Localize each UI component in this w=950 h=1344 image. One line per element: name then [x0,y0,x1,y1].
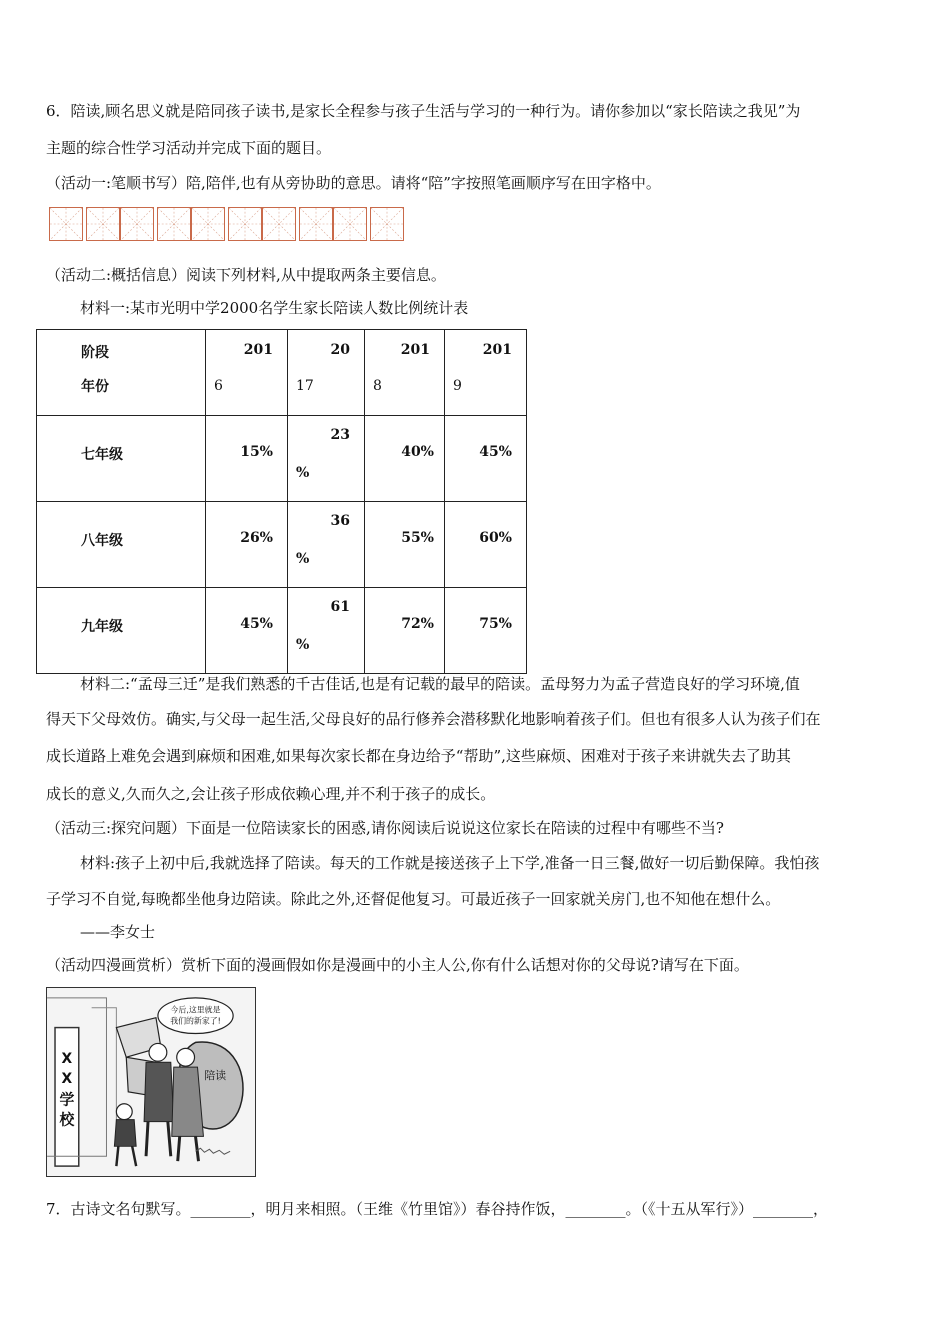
year-bottom: 8 [373,378,382,394]
value-2019: 45% [479,444,512,460]
material3-line2: 子学习不自觉,每晚都坐他身边陪读。除此之外,还督促他复习。可最近孩子一回家就关房门,也不知他在想什么。 [46,890,781,908]
year-top: 201 [400,342,430,358]
value-cell [206,502,288,588]
table-row [37,588,527,674]
value-2016: 45% [240,616,273,632]
grade-cell [37,502,206,588]
table-header-row [37,330,527,416]
value-2017-top: 36 [330,513,350,529]
tianzige-grid[interactable] [49,207,404,241]
activity2-text: （活动二:概括信息）阅读下列材料,从中提取两条主要信息。 [46,266,446,284]
grade-label: 八年级 [81,533,123,549]
header-label-stage: 阶段 [81,345,109,361]
father-figure [149,1043,167,1061]
value-cell [445,502,527,588]
stats-table [36,329,527,674]
value-2017-bottom: % [296,465,310,481]
sign-char: 校 [59,1111,75,1129]
q6-intro-line1: 6．陪读,顾名思义就是陪同孩子读书,是家长全程参与孩子生活与学习的一种行为。请你参加以“家长陪读之我见”为 [46,102,801,120]
year-bottom: 9 [453,378,462,394]
material1-title: 材料一:某市光明中学2000名学生家长陪读人数比例统计表 [80,299,469,317]
material2-line3: 成长道路上难免会遇到麻烦和困难,如果每次家长都在身边给予“帮助”,这些麻烦、困难对于孩子来讲就失去了助其 [46,747,791,765]
material2-line4: 成长的意义,久而久之,会让孩子形成依赖心理,并不利于孩子的成长。 [46,785,496,803]
table-header-label-cell [37,330,206,416]
grade-cell [37,588,206,674]
tianzige-cell[interactable] [191,207,225,241]
grade-label: 九年级 [81,619,123,635]
activity4-text: （活动四漫画赏析）赏析下面的漫画假如你是漫画中的小主人公,你有什么话想对你的父母说?请写在下面。 [46,956,749,974]
value-2018: 72% [401,616,434,632]
activity3-text: （活动三:探究问题）下面是一位陪读家长的困惑,请你阅读后说说这位家长在陪读的过程中有哪些不当? [46,819,724,837]
value-cell [206,588,288,674]
value-cell [365,416,445,502]
table-row [37,416,527,502]
table-header-year-cell [445,330,527,416]
tianzige-cell[interactable] [86,207,120,241]
cartoon-svg [47,988,255,1176]
cartoon-illustration [46,987,256,1177]
year-bottom: 6 [214,378,223,394]
tianzige-cell[interactable] [262,207,296,241]
speech-line: 今后,这里就是 [170,1005,221,1015]
value-cell [445,416,527,502]
tianzige-cell[interactable] [157,207,191,241]
sign-char: X [61,1070,73,1087]
sign-char: X [61,1051,73,1068]
child-figure [116,1104,132,1120]
table-header-year-cell [365,330,445,416]
q7-text: 7．古诗文名句默写。________，明月来相照。（王维《竹里馆》）春谷持作饭，________。（《十五从军行》）________， [46,1200,829,1218]
year-top: 201 [243,342,273,358]
material3-line1: 材料:孩子上初中后,我就选择了陪读。每天的工作就是接送孩子上下学,准备一日三餐,做好一切后勤保障。我怕孩 [80,854,820,872]
value-cell [288,588,365,674]
tianzige-cell[interactable] [228,207,262,241]
value-cell [365,502,445,588]
q6-intro-line2: 主题的综合性学习活动并完成下面的题目。 [46,139,332,157]
table-row [37,502,527,588]
sack-label: 陪读 [204,1069,227,1083]
tianzige-cell[interactable] [120,207,154,241]
value-2019: 75% [479,616,512,632]
value-cell [206,416,288,502]
value-2017-top: 61 [330,599,350,615]
value-cell [365,588,445,674]
activity1-text: （活动一:笔顺书写）陪,陪伴,也有从旁协助的意思。请将“陪”字按照笔画顺序写在田字格中。 [46,174,661,192]
value-cell [288,502,365,588]
value-2016: 15% [240,444,273,460]
year-bottom: 17 [296,378,314,394]
material2-line2: 得天下父母效仿。确实,与父母一起生活,父母良好的品行修养会潜移默化地影响着孩子们。但也有很多人认为孩子们在 [46,710,821,728]
year-top: 201 [482,342,512,358]
tianzige-cell[interactable] [49,207,83,241]
value-2018: 55% [401,530,434,546]
speech-line: 我们的新家了! [170,1016,221,1026]
table-header-year-cell [288,330,365,416]
signature: ——李女士 [80,923,156,941]
value-2016: 26% [240,530,273,546]
value-cell [445,588,527,674]
tianzige-cell[interactable] [370,207,404,241]
year-top: 20 [330,342,350,358]
header-label-year: 年份 [81,379,109,395]
value-2017-bottom: % [296,637,310,653]
mother-figure [177,1048,195,1066]
material2-line1: 材料二:“孟母三迁”是我们熟悉的千古佳话,也是有记载的最早的陪读。孟母努力为孟子营造良好的学习环境,值 [80,675,800,693]
value-2017-top: 23 [330,427,350,443]
tianzige-cell[interactable] [299,207,333,241]
value-2018: 40% [401,444,434,460]
grade-cell [37,416,206,502]
tianzige-cell[interactable] [333,207,367,241]
value-2019: 60% [479,530,512,546]
table-header-year-cell [206,330,288,416]
grade-label: 七年级 [81,447,123,463]
value-2017-bottom: % [296,551,310,567]
sign-char: 学 [59,1091,75,1109]
value-cell [288,416,365,502]
